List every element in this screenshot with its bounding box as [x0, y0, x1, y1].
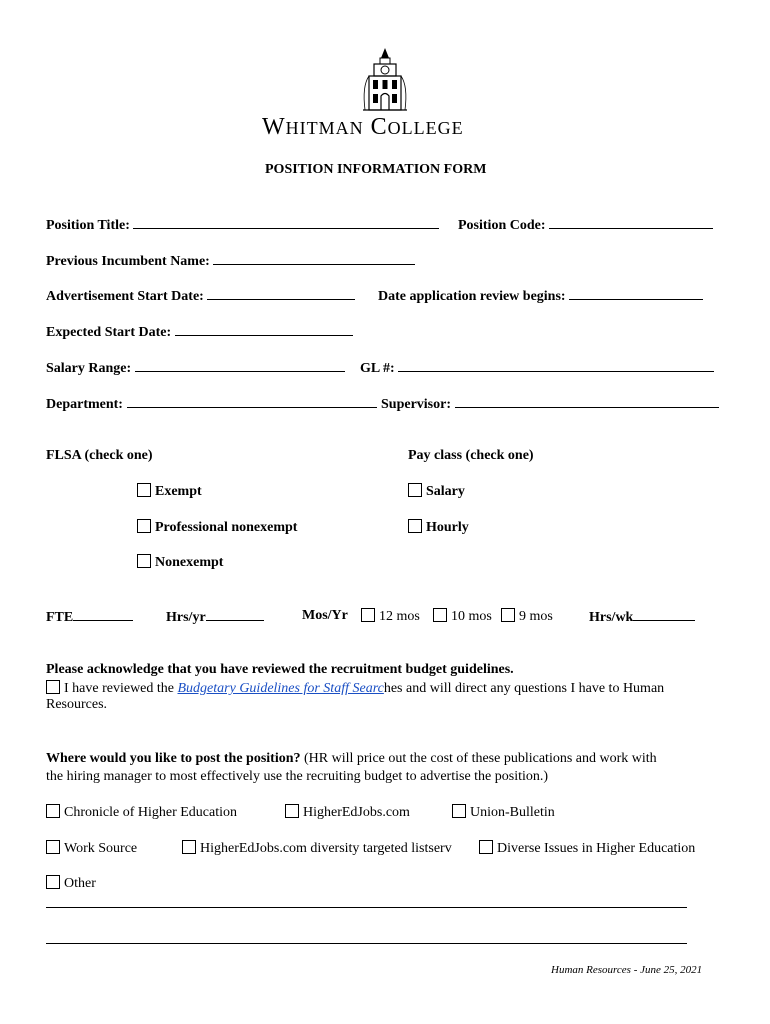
pay-class-option-hourly[interactable]: [408, 519, 469, 536]
higheredjobs-checkbox[interactable]: [285, 804, 299, 818]
hrs-yr-input[interactable]: [206, 608, 264, 621]
post-option-other[interactable]: [46, 875, 96, 892]
exempt-label: Exempt: [155, 484, 202, 499]
salary-range-field: [46, 359, 345, 377]
form-title: POSITION INFORMATION FORM: [265, 162, 487, 177]
nonexempt-label: Nonexempt: [155, 555, 224, 570]
clock-tower-seal-icon: [360, 46, 410, 114]
work-source-checkbox[interactable]: [46, 840, 60, 854]
chronicle-checkbox[interactable]: [46, 804, 60, 818]
department-field: [46, 395, 377, 413]
previous-incumbent-label: Previous Incumbent Name:: [46, 254, 210, 269]
position-code-field: [458, 216, 713, 234]
salary-checkbox[interactable]: [408, 483, 422, 497]
post-option-diversity-listserv[interactable]: [182, 840, 452, 857]
budget-ack-checkbox[interactable]: [46, 680, 60, 694]
nonexempt-checkbox[interactable]: [137, 554, 151, 568]
diverse-issues-checkbox[interactable]: [479, 840, 493, 854]
union-bulletin-label: Union-Bulletin: [470, 805, 555, 820]
hrs-wk-label: Hrs/wk: [589, 610, 634, 625]
supervisor-field: [381, 395, 719, 413]
flsa-option-nonexempt[interactable]: [137, 554, 223, 571]
posting-question: [46, 751, 657, 767]
ad-start-date-input[interactable]: [207, 287, 355, 300]
budget-text-before: I have reviewed the: [64, 681, 178, 696]
position-code-input[interactable]: [549, 216, 713, 229]
12-mos-label: 12 mos: [379, 609, 420, 624]
position-code-label: Position Code:: [458, 218, 546, 233]
fte-label: FTE: [46, 610, 74, 625]
expected-start-label: Expected Start Date:: [46, 325, 172, 340]
hrs-yr-field: [166, 608, 264, 626]
budget-acknowledgement: [46, 680, 664, 697]
position-title-label: Position Title:: [46, 218, 130, 233]
professional-nonexempt-checkbox[interactable]: [137, 519, 151, 533]
work-source-label: Work Source: [64, 841, 138, 856]
other-input-line-1[interactable]: [46, 907, 687, 908]
other-input-line-2[interactable]: [46, 943, 687, 944]
department-label: Department:: [46, 397, 123, 412]
hrs-wk-field: [589, 608, 695, 626]
hourly-label: Hourly: [426, 520, 469, 535]
department-input[interactable]: [127, 395, 377, 408]
position-title-input[interactable]: [133, 216, 439, 229]
post-option-diverse-issues[interactable]: [479, 840, 695, 857]
12-mos-checkbox[interactable]: [361, 608, 375, 622]
other-label: Other: [64, 876, 96, 891]
diversity-listserv-label: HigherEdJobs.com diversity targeted listserv: [200, 841, 452, 856]
expected-start-input[interactable]: [175, 323, 353, 336]
higheredjobs-label: HigherEdJobs.com: [303, 805, 410, 820]
post-option-union-bulletin[interactable]: [452, 804, 555, 821]
footer-text: Human Resources - June 25, 2021: [551, 964, 703, 976]
post-option-chronicle[interactable]: [46, 804, 237, 821]
gl-field: [360, 359, 714, 377]
posting-heading: Where would you like to post the position?: [46, 751, 301, 766]
budget-text-after: hes and will direct any questions I have to Human: [383, 681, 665, 696]
salary-range-label: Salary Range:: [46, 361, 132, 376]
hrs-yr-label: Hrs/yr: [166, 610, 206, 625]
10-mos-label: 10 mos: [451, 609, 492, 624]
gl-label: GL #:: [360, 361, 395, 376]
hourly-checkbox[interactable]: [408, 519, 422, 533]
chronicle-label: Chronicle of Higher Education: [64, 805, 238, 820]
union-bulletin-checkbox[interactable]: [452, 804, 466, 818]
salary-label: Salary: [426, 484, 465, 499]
post-option-higheredjobs[interactable]: [285, 804, 410, 821]
pay-class-heading: Pay class (check one): [408, 448, 534, 463]
review-begins-label: Date application review begins:: [378, 289, 566, 304]
flsa-option-professional-nonexempt[interactable]: [137, 519, 297, 536]
posting-note-line1: (HR will price out the cost of these publications and work with: [300, 751, 657, 766]
college-name: WHITMAN COLLEGE: [262, 114, 464, 140]
expected-start-field: [46, 323, 353, 341]
mos-yr-label: Mos/Yr: [302, 608, 348, 623]
post-option-work-source[interactable]: [46, 840, 137, 857]
budget-text-line2: Resources.: [46, 697, 108, 712]
9-mos-label: 9 mos: [519, 609, 553, 624]
budget-heading: Please acknowledge that you have reviewed the recruitment budget guidelines.: [46, 662, 514, 677]
professional-nonexempt-label: Professional nonexempt: [155, 520, 298, 535]
budgetary-guidelines-link[interactable]: Budgetary Guidelines for Staff Searc: [177, 681, 384, 696]
diverse-issues-label: Diverse Issues in Higher Education: [497, 841, 696, 856]
other-checkbox[interactable]: [46, 875, 60, 889]
flsa-heading: FLSA (check one): [46, 448, 153, 463]
ad-start-date-field: [46, 287, 355, 305]
ad-start-date-label: Advertisement Start Date:: [46, 289, 204, 304]
supervisor-label: Supervisor:: [381, 397, 451, 412]
mos-option-9[interactable]: [501, 608, 553, 625]
previous-incumbent-field: [46, 252, 415, 270]
supervisor-input[interactable]: [455, 395, 719, 408]
posting-note-line2: the hiring manager to most effectively use the recruiting budget to advertise the position.): [46, 769, 549, 784]
review-begins-field: [378, 287, 703, 305]
mos-option-10[interactable]: [433, 608, 492, 625]
pay-class-option-salary[interactable]: [408, 483, 465, 500]
9-mos-checkbox[interactable]: [501, 608, 515, 622]
mos-option-12[interactable]: [361, 608, 420, 625]
diversity-listserv-checkbox[interactable]: [182, 840, 196, 854]
fte-field: [46, 608, 133, 626]
review-begins-input[interactable]: [569, 287, 703, 300]
previous-incumbent-input[interactable]: [213, 252, 415, 265]
gl-input[interactable]: [398, 359, 714, 372]
exempt-checkbox[interactable]: [137, 483, 151, 497]
salary-range-input[interactable]: [135, 359, 345, 372]
position-title-field: [46, 216, 439, 234]
flsa-option-exempt[interactable]: [137, 483, 202, 500]
hrs-wk-input[interactable]: [633, 608, 695, 621]
10-mos-checkbox[interactable]: [433, 608, 447, 622]
fte-input[interactable]: [73, 608, 133, 621]
